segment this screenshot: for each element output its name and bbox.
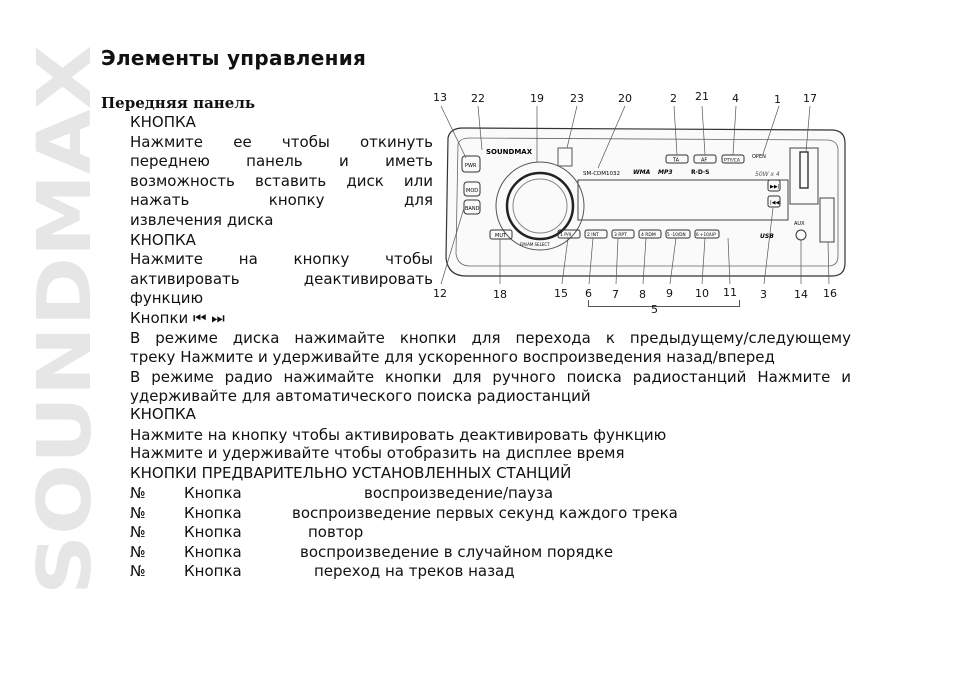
callout-22: 22 [471,92,485,105]
block3-heading: Кнопки ⏮ ⏭ [130,309,225,327]
block1-heading: КНОПКА [130,113,196,131]
rds-logo: R·D·S [691,169,710,176]
block1-line-3: возможность вставить диск или [130,171,433,190]
preset-row-no: № [130,503,146,522]
block2-line-3: функцию [130,289,204,308]
mute-label: MUT [495,233,507,239]
preset-row-desc: повтор [308,523,364,541]
front-panel-svg [428,88,850,302]
callout-16: 16 [823,287,837,300]
callout-17: 17 [803,92,817,105]
block4-line-2: Нажмите и удерживайте чтобы отобразить на дисплее время [130,444,625,463]
mod-label: MOD [466,188,479,194]
preset-row-desc: воспроизведение/пауза [364,484,554,502]
ta-label: TA [673,157,680,164]
af-label: AF [701,157,708,164]
block3-p1-line-2: треку Нажмите и удерживайте для ускоренного воспроизведения назад/вперед [130,348,775,367]
fm-select-label: FM/AM SELECT [520,242,550,247]
panel-brand: SOUNDMAX [486,148,533,156]
preset-row-desc: переход на треков назад [314,562,515,580]
pty-label: PTY/CA [724,158,740,164]
panel-model: SM-CDM1032 [583,171,621,177]
prev-icon: |◀◀ [770,200,780,206]
callout-14: 14 [794,288,808,301]
callout-10: 10 [695,287,709,300]
pwr-label: PWR [465,163,477,169]
callout-19: 19 [530,92,544,105]
callout-12: 12 [433,287,447,300]
callout-20: 20 [618,92,632,105]
preset-4-label: 4 RDM [641,233,656,238]
block2-line-1: Нажмите на кнопку чтобы [130,250,433,269]
power-label: 50W x 4 [755,171,780,178]
block3-p2-line-2: удерживайте для автоматического поиска радиостанций [130,387,591,406]
preset-row-button: Кнопка [184,542,242,561]
callout-15: 15 [554,287,568,300]
callout-5-bracket [588,300,740,307]
preset-2-label: 2 INT [587,233,599,238]
callout-23: 23 [570,92,584,105]
block3-p1-line-1: В режиме диска нажимайте кнопки для перехода к предыдущему/следующему [130,328,851,347]
callout-6: 6 [585,287,592,300]
block1-line-5: извлечения диска [130,211,274,229]
block1-line-2: переднею панель и иметь [130,152,433,171]
preset-row-desc: воспроизведение первых секунд каждого трека [292,503,678,522]
side-brand-text: SOUNDMAX [22,107,108,595]
callout-1: 1 [774,93,781,106]
open-label: OPEN [752,154,766,160]
preset-row-no: № [130,523,146,541]
block1-line-1: Нажмите ее чтобы откинуть [130,132,433,151]
preset-6-label: 6 +10/UP [696,232,716,237]
next-icon: ▶▶| [770,184,780,190]
callout-5: 5 [651,303,658,316]
preset-5-label: 5 -10/DN [667,232,686,237]
callout-4: 4 [732,92,739,105]
callout-13: 13 [433,91,447,104]
block2-heading: КНОПКА [130,230,196,249]
callout-3: 3 [760,288,767,301]
wma-logo: WMA [633,169,651,176]
band-label: BAND [465,206,480,212]
preset-row-button: Кнопка [184,562,242,580]
block3-p2-line-1: В режиме радио нажимайте кнопки для ручного поиска радиостанций Нажмите и [130,367,851,386]
page-title: Элементы управления [101,46,367,70]
preset-row-button: Кнопка [184,503,242,522]
block2-line-2: активировать деактивировать [130,269,433,288]
preset-row-button: Кнопка [184,523,242,541]
callout-2: 2 [670,92,677,105]
side-brand-logo [22,40,108,600]
block1-line-4: нажать кнопку для [130,191,433,210]
presets-heading: КНОПКИ ПРЕДВАРИТЕЛЬНО УСТАНОВЛЕННЫХ СТАНЦИЙ [130,463,572,482]
callout-21: 21 [695,90,709,103]
block4-line-1: Нажмите на кнопку чтобы активировать деактивировать функцию [130,425,667,444]
preset-row-no: № [130,542,146,561]
block4-heading: КНОПКА [130,405,196,423]
section-subtitle: Передняя панель [101,94,256,112]
preset-row-button: Кнопка [184,484,242,502]
preset-row-no: № [130,562,146,580]
mp3-logo: MP3 [658,169,673,176]
callout-9: 9 [666,287,673,300]
callout-11: 11 [723,286,737,299]
preset-row-no: № [130,484,146,502]
front-panel-diagram [428,88,850,302]
callout-7: 7 [612,288,619,301]
aux-label: AUX [794,221,805,227]
usb-logo: USB [760,233,774,240]
preset-1-label: 1 P/II [560,233,572,238]
preset-3-label: 3 RPT [614,233,627,238]
preset-row-desc: воспроизведение в случайном порядке [300,542,614,561]
callout-8: 8 [639,288,646,301]
callout-18: 18 [493,288,507,301]
